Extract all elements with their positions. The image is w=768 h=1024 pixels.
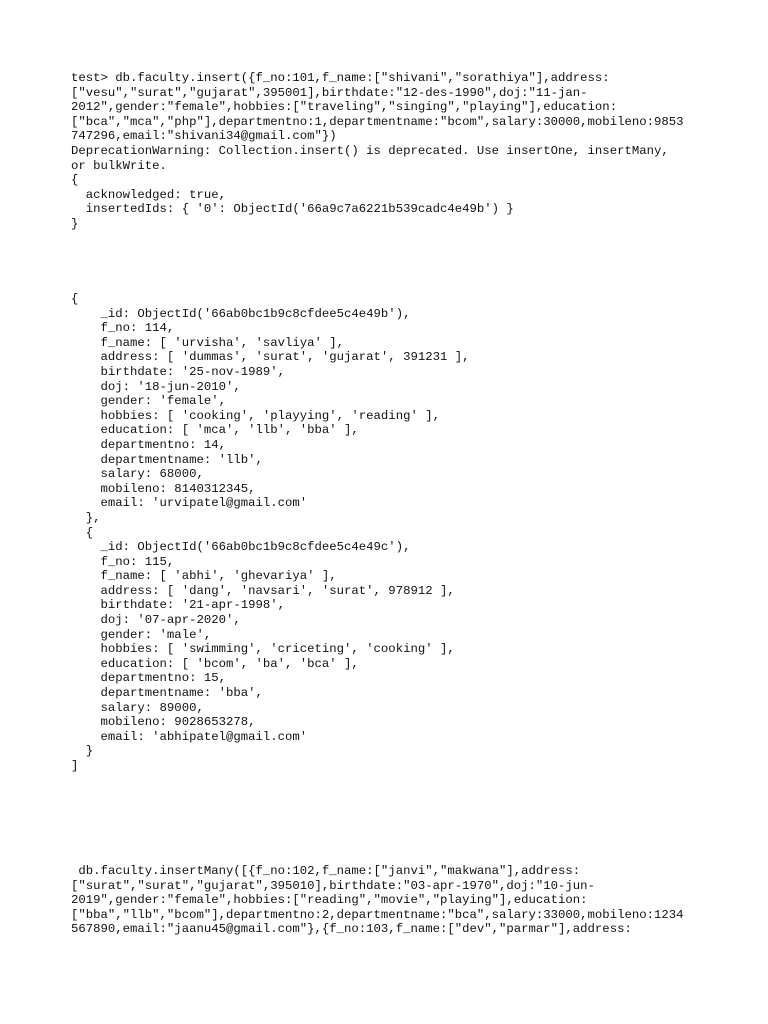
- find-output-block: [71, 292, 711, 774]
- code-line: acknowledged: true,: [71, 187, 226, 202]
- code-line: or bulkWrite.: [71, 158, 167, 173]
- code-line: mobileno: 9028653278,: [71, 715, 256, 730]
- code-line: ["vesu","surat","gujarat",395001],birthdate:"12-des-1990",doj:"11-jan-: [71, 85, 588, 100]
- code-line: }: [71, 216, 79, 231]
- code-line: hobbies: [ 'cooking', 'playying', 'reading' ],: [71, 408, 440, 423]
- insert-command-block: [71, 71, 711, 232]
- code-line: address: [ 'dang', 'navsari', 'surat', 978912 ],: [71, 583, 455, 598]
- code-line: 747296,email:"shivani34@gmail.com"}): [71, 129, 337, 144]
- code-line: birthdate: '25-nov-1989',: [71, 364, 286, 379]
- code-line: birthdate: '21-apr-1998',: [71, 598, 286, 613]
- code-line: }: [71, 744, 94, 759]
- code-line: {: [71, 292, 79, 306]
- code-line: departmentno: 14,: [71, 437, 226, 452]
- code-line: salary: 89000,: [71, 700, 204, 715]
- code-line: education: [ 'bcom', 'ba', 'bca' ],: [71, 656, 359, 671]
- code-line: {: [71, 525, 94, 540]
- code-line: 2012",gender:"female",hobbies:["traveling","singing","playing"],education:: [71, 100, 618, 115]
- code-line: 2019",gender:"female",hobbies:["reading","movie","playing"],education:: [71, 893, 588, 908]
- code-line: gender: 'male',: [71, 627, 212, 642]
- code-line: DeprecationWarning: Collection.insert() is deprecated. Use insertOne, insertMany,: [71, 143, 669, 158]
- code-line: ["surat","surat","gujarat",395010],birthdate:"03-apr-1970",doj:"10-jun-: [71, 878, 595, 893]
- code-line: departmentno: 15,: [71, 671, 226, 686]
- code-line: doj: '07-apr-2020',: [71, 613, 241, 628]
- code-line: address: [ 'dummas', 'surat', 'gujarat', 391231 ],: [71, 350, 470, 365]
- code-line: ]: [71, 759, 79, 773]
- code-line: salary: 68000,: [71, 467, 204, 482]
- code-line: email: 'abhipatel@gmail.com': [71, 729, 308, 744]
- code-line: departmentname: 'bba',: [71, 686, 263, 701]
- code-line: f_name: [ 'abhi', 'ghevariya' ],: [71, 569, 337, 584]
- code-line: f_no: 115,: [71, 554, 175, 569]
- code-line: email: 'urvipatel@gmail.com': [71, 496, 308, 511]
- code-line: mobileno: 8140312345,: [71, 481, 256, 496]
- code-line: ["bba","llb","bcom"],departmentno:2,departmentname:"bca",salary:33000,mobileno:1234: [71, 907, 684, 922]
- code-line: f_name: [ 'urvisha', 'savliya' ],: [71, 335, 345, 350]
- code-line: 567890,email:"jaanu45@gmail.com"},{f_no:103,f_name:["dev","parmar"],address:: [71, 922, 632, 937]
- code-line: departmentname: 'llb',: [71, 452, 263, 467]
- code-line: doj: '18-jun-2010',: [71, 379, 241, 394]
- code-line: gender: 'female',: [71, 394, 226, 409]
- insertmany-command-block: [71, 864, 711, 937]
- code-line: ["bca","mca","php"],departmentno:1,departmentname:"bcom",salary:30000,mobileno:9853: [71, 114, 684, 129]
- code-line: hobbies: [ 'swimming', 'criceting', 'cooking' ],: [71, 642, 455, 657]
- code-line: insertedIds: { '0': ObjectId('66a9c7a6221b539cadc4e49b') }: [71, 202, 514, 217]
- code-line: f_no: 114,: [71, 321, 175, 336]
- code-line: _id: ObjectId('66ab0bc1b9c8cfdee5c4e49c'),: [71, 540, 411, 555]
- code-line: education: [ 'mca', 'llb', 'bba' ],: [71, 423, 359, 438]
- code-line: test> db.faculty.insert({f_no:101,f_name:["shivani","sorathiya"],address:: [71, 71, 610, 85]
- code-line: db.faculty.insertMany([{f_no:102,f_name:["janvi","makwana"],address:: [71, 864, 581, 878]
- code-line: _id: ObjectId('66ab0bc1b9c8cfdee5c4e49b'),: [71, 306, 411, 321]
- code-line: {: [71, 173, 79, 188]
- code-line: },: [71, 510, 101, 525]
